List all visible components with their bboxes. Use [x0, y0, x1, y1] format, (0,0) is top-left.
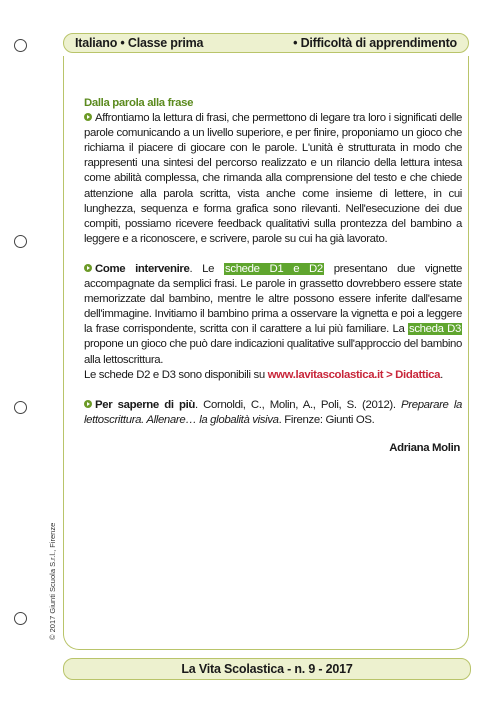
- bullet-arrow-icon: [84, 400, 92, 408]
- highlight-schede-d1-d2: schede D1 e D2: [225, 262, 323, 275]
- label-per-saperne: Per saperne di più: [95, 398, 195, 411]
- footer-text: La Vita Scolastica - n. 9 - 2017: [181, 662, 353, 676]
- page-footer: [63, 658, 471, 680]
- bullet-arrow-icon: [84, 264, 92, 272]
- paragraph-intro: Affrontiamo la lettura di frasi, che permettono di legare tra loro i significati delle parole comunicando a un livello superiore, e per finire, proponiamo un gioco che richiama il piacere di giocare con le parole. L'unità è strutturata in modo che rappresenti una sintesi del percorso realizzato e un rilancio della lettura intesa come abilità complessa, che rimanda alla comprensione del testo e che chiede attenzione alla parola scritta, vista anche come insieme di lettere, in cui lunghezza, sequenza e forma grafica sono rilevanti. Nell'esecuzione dei due compiti, possiamo ricevere feedback qualitativi sulla prontezza del bambino a leggere e a riconoscere, e scrivere, parole su cui ha già lavorato.: [84, 112, 462, 245]
- paragraph-references: Per saperne di più. Cornoldi, C., Molin, A., Poli, S. (2012). Preparare la lettoscrittura. Allenare… la globalità visiva. Firenze: Giunti OS.: [84, 398, 463, 426]
- page-header: [63, 33, 469, 53]
- section-title: Dalla parola alla frase: [84, 97, 194, 109]
- bullet-arrow-icon: [84, 113, 92, 121]
- binder-hole: [14, 612, 27, 625]
- binder-hole: [14, 235, 27, 248]
- binder-hole: [14, 39, 27, 52]
- author-name: Adriana Molin: [389, 441, 460, 454]
- label-come-intervenire: Come intervenire: [95, 262, 190, 275]
- book-title: Preparare la lettoscrittura. Allenare… la globalità visiva: [84, 398, 463, 426]
- header-topic: • Difficoltà di apprendimento: [293, 36, 457, 50]
- article-body: [84, 96, 462, 456]
- website-link[interactable]: www.lavitascolastica.it > Didattica: [267, 368, 441, 381]
- copyright-note: © 2017 Giunti Scuola S.r.l., Firenze: [48, 522, 57, 640]
- binder-hole: [14, 401, 27, 414]
- paragraph-intervention: Come intervenire. Le schede D1 e D2 presentano due vignette accompagnate da semplici frasi. Le parole in grassetto dovrebbero essere state memorizzate dal bambino, mentre le altre possono essere inferite dall'esame dell'immagine. Invitiamo il bambino prima a osservare la vignetta e poi a leggere la frase corrispondente, scritta con il carattere a lui più familiare. La scheda D3 propone un gioco che può dare indicazioni qualitative sull'approccio del bambino alla lettoscrittura. Le schede D2 e D3 sono disponibili su www.lavitascolastica.it > Didattica.: [84, 262, 462, 381]
- header-subject: Italiano • Classe prima: [75, 36, 204, 50]
- highlight-scheda-d3: scheda D3: [408, 323, 461, 336]
